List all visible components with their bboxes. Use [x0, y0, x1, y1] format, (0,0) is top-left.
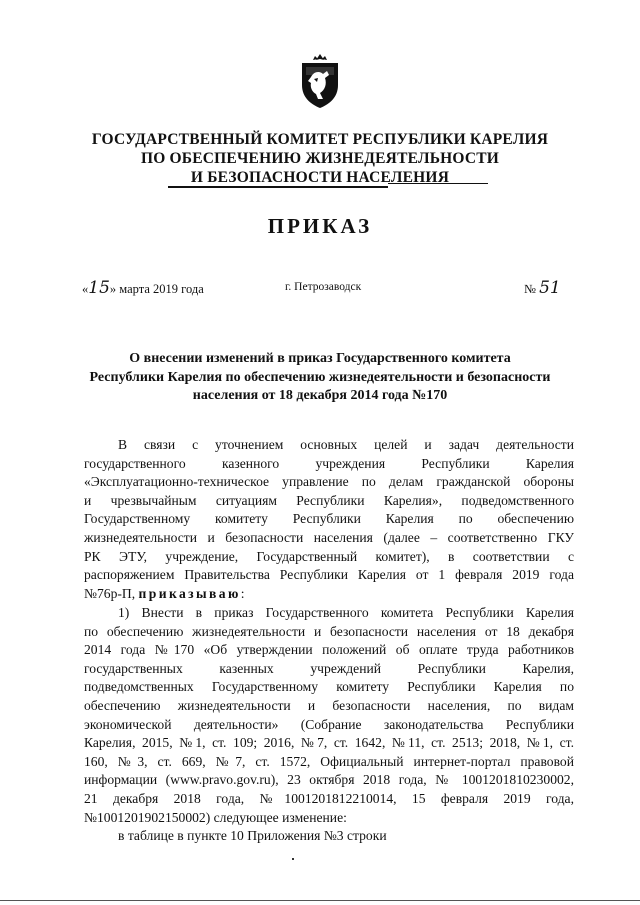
date-day-handwritten: 15: [88, 278, 110, 298]
org-name-line-2: ПО ОБЕСПЕЧЕНИЮ ЖИЗНЕДЕЯТЕЛЬНОСТИ: [140, 150, 500, 167]
item-line: экономической деятельности» (Собрание законодательства Республики: [84, 716, 574, 732]
document-type-title: ПРИКАЗ: [267, 214, 373, 238]
item-line: 21 декабря 2018 года, №1001201812210014, 15 февраля 2019 года,: [84, 790, 574, 806]
preamble-line-last: [84, 585, 574, 604]
order-subject: [60, 350, 580, 406]
preamble-line: распоряжением Правительства Республики Карелия от 1 февраля 2019 года: [84, 567, 574, 583]
order-ref: №76р-П,: [84, 585, 136, 601]
item-line: государственных казенных учреждений Республики Карелия,: [84, 660, 574, 676]
preamble-line: государственного казенного учреждения Республики Карелия: [84, 455, 574, 471]
order-keyword: приказываю: [138, 585, 241, 601]
order-city: г. Петрозаводск: [285, 281, 362, 293]
preamble-line: жизнедеятельности и безопасности населения (далее – соответственно ГКУ: [84, 529, 574, 545]
coat-of-arms-icon: [296, 51, 344, 111]
table-change-line: в таблице в пункте 10 Приложения №3 строки: [118, 828, 387, 843]
item-line: подведомственных Государственному комитету Республики Карелия по: [84, 679, 574, 695]
item-line: информации (www.pravo.gov.ru), 23 октября 2018 года, № 1001201810230002,: [84, 772, 574, 788]
item-line: 1) Внести в приказ Государственного комитета Республики Карелия: [118, 605, 574, 620]
preamble-paragraph: [84, 436, 574, 603]
item-1-paragraph: [84, 604, 574, 827]
date-close-quote: »: [109, 282, 117, 296]
order-number: [524, 278, 561, 298]
preamble-line: «Эксплуатационно-техническое управление по делам гражданской обороны: [84, 474, 574, 490]
org-underline-tail: [388, 183, 488, 184]
number-value-handwritten: 51: [539, 278, 561, 298]
order-date: [82, 278, 204, 298]
item-line: по обеспечению жизнедеятельности и безопасности населения от 18 декабря: [84, 623, 574, 639]
subject-line-1: О внесении изменений в приказ Государственного комитета: [129, 351, 511, 366]
subject-line-3: населения от 18 декабря 2014 года №170: [192, 388, 448, 403]
subject-line-2: Республики Карелия по обеспечению жизнедеятельности и безопасности: [89, 369, 551, 385]
org-name-line-1: ГОСУДАРСТВЕННЫЙ КОМИТЕТ РЕСПУБЛИКИ КАРЕЛИЯ: [91, 131, 549, 148]
preamble-line: В связи с уточнением основных целей и задач деятельности: [118, 437, 574, 452]
colon: :: [240, 585, 245, 601]
org-name-line-3: И БЕЗОПАСНОСТИ НАСЕЛЕНИЯ: [190, 169, 450, 186]
item-line: Карелия, 2015, №1, ст. 109; 2016, №7, ст. 1642, №11, ст. 2513; 2018, №1, ст.: [84, 735, 574, 751]
date-month-year: марта 2019 года: [119, 282, 204, 296]
org-underline: [168, 186, 388, 188]
scan-speck: [292, 858, 294, 860]
preamble-line: РК ЭТУ, учреждение, Государственный комитет), в соответствии с: [84, 548, 574, 564]
table-change-paragraph: [84, 827, 574, 846]
coat-of-arms-emblem: [296, 51, 344, 111]
number-sign: №: [524, 282, 536, 296]
item-line: обеспечению жизнедеятельности и безопасности населения, по видам: [84, 697, 574, 713]
item-line-last: №1001201902150002) следующее изменение:: [84, 809, 347, 825]
preamble-line: Государственному комитету Республики Карелия по обеспечению: [84, 511, 574, 527]
preamble-line: и чрезвычайным ситуациям Республики Карелия», подведомственного: [84, 492, 574, 508]
page-bottom-edge: [0, 900, 640, 901]
date-open-quote: «: [82, 282, 89, 296]
item-line: 160, №3, ст. 669, №7, ст. 1572, Официальный интернет-портал правовой: [84, 753, 574, 769]
item-line: 2014 года №170 «Об утверждении положений об оплате труда работников: [84, 642, 574, 658]
